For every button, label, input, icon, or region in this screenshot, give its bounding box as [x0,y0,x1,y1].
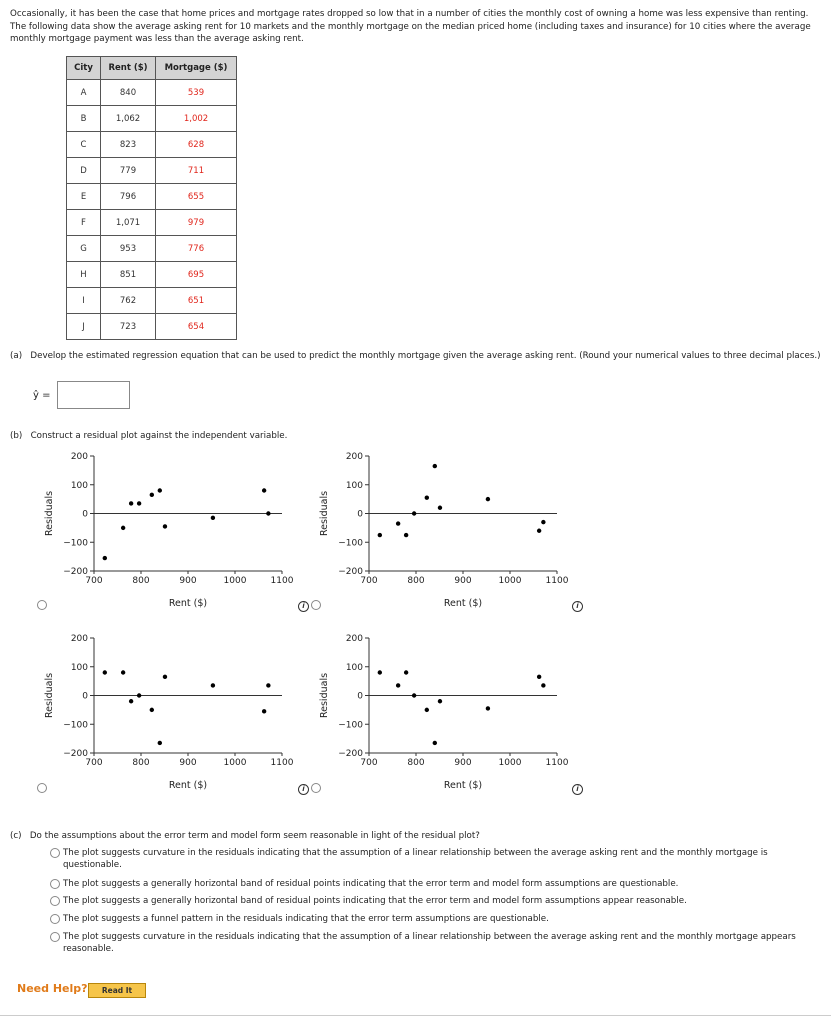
y-axis-label: Residuals [44,490,55,537]
x-tick-label: 700 [360,576,378,586]
residual-plot-3 [38,630,300,792]
x-tick-label: 1000 [223,576,247,586]
x-tick-label: 900 [454,576,472,586]
bottom-divider [0,1015,831,1016]
part-a-label: (a) [10,351,23,361]
cell-city: J [67,314,101,340]
x-axis-label: Rent ($) [443,598,483,609]
y-tick-label: 100 [345,662,363,673]
residual-plot-4 [313,630,575,792]
residual-point [378,533,382,537]
residual-point [163,675,167,679]
x-axis-label: Rent ($) [168,598,208,609]
x-tick-label: 700 [360,758,378,768]
y-tick-label: −200 [338,749,363,759]
option-1-text: The plot suggests curvature in the residuals indicating that the assumption of a linear relationship between the average asking rent and the monthly mortgage is questionable. [63,848,768,870]
data-table [66,56,237,340]
residual-point [103,670,107,674]
cell-city: H [67,262,101,288]
cell-rent: 953 [101,236,156,262]
y-tick-label: 0 [357,509,363,520]
header-city: City [67,57,101,80]
cell-city: I [67,288,101,314]
y-tick-label: 0 [82,509,88,520]
x-tick-label: 1000 [498,758,522,768]
x-tick-label: 800 [132,576,150,586]
residual-point [129,699,133,703]
residual-point [412,511,416,515]
plot-1-info-icon[interactable]: i [298,601,309,612]
part-b-question [10,431,287,441]
cell-city: D [67,158,101,184]
y-tick-label: −100 [338,720,363,731]
option-4-text: The plot suggests a funnel pattern in the residuals indicating that the error term assumptions are questionable. [63,914,549,924]
cell-mortgage: 711 [156,158,237,184]
problem-intro: Occasionally, it has been the case that home prices and mortgage rates dropped so low that in a number of cities the monthly cost of owning a home was less expensive than renting. The following data show the average asking rent for 10 markets and the monthly mortgage on the median priced home (including taxes and insurance) for 10 cities where the average monthly mortgage payment was less than the average asking rent. [10,9,811,44]
y-axis-label: Residuals [44,672,55,719]
part-a-question [10,350,822,363]
option-3-radio[interactable] [50,896,60,906]
x-axis-label: Rent ($) [443,780,483,791]
table-row [67,158,237,184]
need-help-label: Need Help? [17,982,88,995]
residual-point [537,675,541,679]
residual-point [404,533,408,537]
residual-point [121,670,125,674]
residual-point [121,526,125,530]
residual-point [486,497,490,501]
y-tick-label: 100 [70,662,88,673]
x-tick-label: 900 [454,758,472,768]
y-tick-label: −100 [338,538,363,549]
plot-1-radio[interactable] [37,600,47,610]
regression-equation-input[interactable] [57,381,130,409]
y-tick-label: −100 [63,720,88,731]
y-tick-label: −200 [63,749,88,759]
residual-point [150,493,154,497]
cell-rent: 1,062 [101,106,156,132]
cell-city: G [67,236,101,262]
cell-rent: 723 [101,314,156,340]
part-b-text: Construct a residual plot against the independent variable. [30,431,288,441]
residual-plot-2 [313,448,575,610]
x-tick-label: 800 [132,758,150,768]
header-rent: Rent ($) [101,57,156,80]
residual-point [425,495,429,499]
plot-3-info-icon[interactable]: i [298,784,309,795]
part-c-label: (c) [10,831,22,841]
table-row [67,236,237,262]
residual-point [158,488,162,492]
y-tick-label: −100 [63,538,88,549]
residual-point [433,741,437,745]
cell-rent: 796 [101,184,156,210]
x-tick-label: 1100 [270,758,294,768]
cell-mortgage: 695 [156,262,237,288]
cell-rent: 823 [101,132,156,158]
residual-point [378,670,382,674]
y-tick-label: 200 [345,634,363,644]
cell-rent: 851 [101,262,156,288]
y-tick-label: 0 [82,691,88,702]
table-row [67,314,237,340]
residual-point [541,683,545,687]
cell-city: C [67,132,101,158]
y-tick-label: 100 [70,480,88,491]
residual-point [425,708,429,712]
table-row [67,210,237,236]
x-tick-label: 1000 [223,758,247,768]
x-tick-label: 700 [85,576,103,586]
y-axis-label: Residuals [319,490,330,537]
table-row [67,80,237,106]
table-row [67,288,237,314]
yhat-label: ŷ = [33,390,51,401]
residual-point [438,699,442,703]
cell-mortgage: 628 [156,132,237,158]
part-c-text: Do the assumptions about the error term and model form seem reasonable in light of the residual plot? [29,831,480,841]
option-5-radio[interactable] [50,932,60,942]
residual-point [262,488,266,492]
x-tick-label: 1100 [545,576,569,586]
residual-point [158,741,162,745]
part-b-label: (b) [10,431,23,441]
part-a-text: Develop the estimated regression equation that can be used to predict the monthly mortgage given the average asking rent. (Round your numerical values to three decimal places.) [30,351,821,361]
cell-rent: 762 [101,288,156,314]
cell-mortgage: 776 [156,236,237,262]
cell-mortgage: 654 [156,314,237,340]
cell-city: B [67,106,101,132]
x-tick-label: 1000 [498,576,522,586]
y-tick-label: 200 [70,634,88,644]
y-tick-label: −200 [63,567,88,577]
residual-point [266,511,270,515]
residual-point [211,683,215,687]
residual-point [163,524,167,528]
cell-rent: 779 [101,158,156,184]
residual-point [262,709,266,713]
table-row [67,262,237,288]
plot-2-radio[interactable] [311,600,321,610]
x-tick-label: 1100 [545,758,569,768]
x-tick-label: 900 [179,576,197,586]
table-header-row [67,57,237,80]
y-tick-label: 100 [345,480,363,491]
residual-point [129,501,133,505]
plot-3-radio[interactable] [37,783,47,793]
residual-point [486,706,490,710]
plot-2-info-icon[interactable]: i [572,601,583,612]
plot-4-radio[interactable] [311,783,321,793]
option-1-radio[interactable] [50,848,60,858]
cell-mortgage: 979 [156,210,237,236]
residual-point [412,693,416,697]
cell-mortgage: 651 [156,288,237,314]
residual-point [211,516,215,520]
x-tick-label: 800 [407,758,425,768]
residual-point [137,501,141,505]
residual-point [150,708,154,712]
y-tick-label: −200 [338,567,363,577]
y-axis-label: Residuals [319,672,330,719]
option-2-text: The plot suggests a generally horizontal band of residual points indicating that the error term and model form assumptions are questionable. [63,879,679,889]
residual-point [438,506,442,510]
x-tick-label: 1100 [270,576,294,586]
cell-mortgage: 539 [156,80,237,106]
part-c-question [10,831,480,841]
residual-point [103,556,107,560]
y-tick-label: 0 [357,691,363,702]
residual-plot-1 [38,448,300,610]
residual-point [404,670,408,674]
option-2-radio[interactable] [50,879,60,889]
residual-point [537,529,541,533]
residual-point [266,683,270,687]
cell-mortgage: 655 [156,184,237,210]
read-it-button[interactable]: Read It [88,983,146,998]
header-mortgage: Mortgage ($) [156,57,237,80]
cell-city: E [67,184,101,210]
x-tick-label: 800 [407,576,425,586]
table-row [67,184,237,210]
residual-point [137,693,141,697]
y-tick-label: 200 [70,452,88,462]
x-tick-label: 700 [85,758,103,768]
x-tick-label: 900 [179,758,197,768]
option-4-radio[interactable] [50,914,60,924]
plot-4-info-icon[interactable]: i [572,784,583,795]
cell-city: F [67,210,101,236]
option-5-text: The plot suggests curvature in the residuals indicating that the assumption of a linear relationship between the average asking rent and the monthly mortgage appears reasonable. [63,932,796,954]
residual-point [396,521,400,525]
cell-rent: 1,071 [101,210,156,236]
table-row [67,132,237,158]
cell-rent: 840 [101,80,156,106]
y-tick-label: 200 [345,452,363,462]
table-row [67,106,237,132]
cell-mortgage: 1,002 [156,106,237,132]
cell-city: A [67,80,101,106]
residual-point [396,683,400,687]
residual-point [433,464,437,468]
residual-point [541,520,545,524]
option-3-text: The plot suggests a generally horizontal band of residual points indicating that the error term and model form assumptions appear reasonable. [63,896,687,906]
x-axis-label: Rent ($) [168,780,208,791]
